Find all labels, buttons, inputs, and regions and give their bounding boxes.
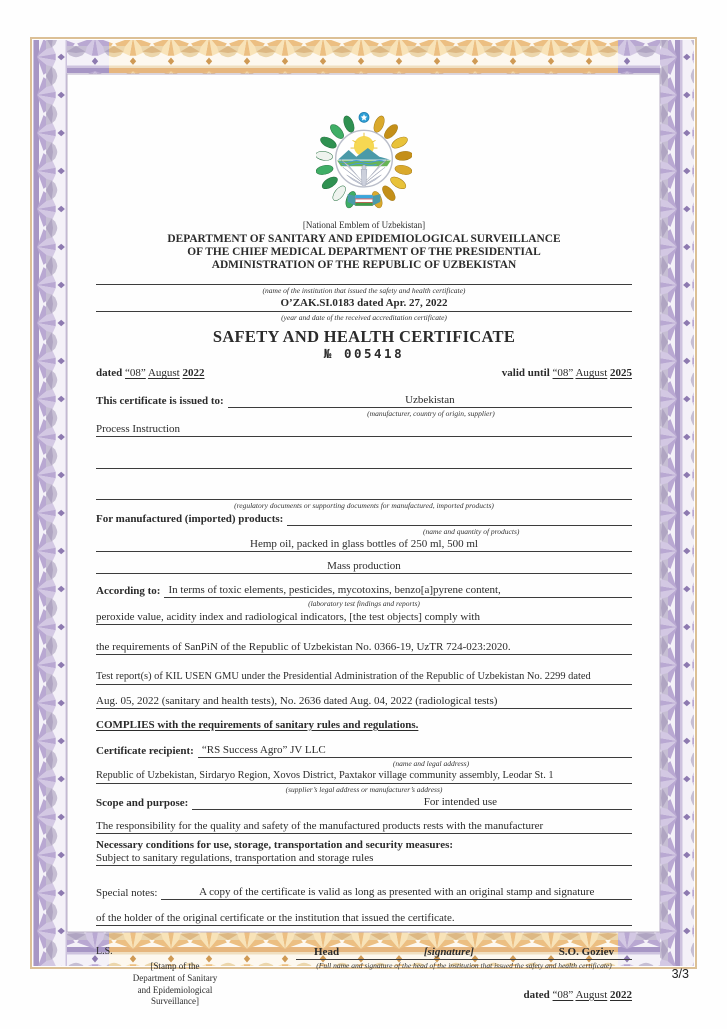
issued-to-value: Uzbekistan <box>405 394 455 407</box>
according-to-line1: In terms of toxic elements, pesticides, mycotoxins, benzo[a]pyrene content, <box>168 584 501 597</box>
field-issued-to <box>96 394 632 408</box>
stamp-area <box>96 946 296 1008</box>
certificate-content <box>96 75 632 1008</box>
recipient-address: Republic of Uzbekistan, Sirdaryo Region, Xovos District, Paxtakor village community assembly, Leodar St. 1 <box>96 770 632 784</box>
stamp-placeholder <box>110 961 240 1008</box>
test-reports-line2: Aug. 05, 2022 (sanitary and health tests), No. 2636 dated Aug. 04, 2022 (radiological tests) <box>96 695 632 709</box>
emblem-caption: [National Emblem of Uzbekistan] <box>302 219 426 230</box>
issue-date <box>96 367 204 380</box>
footer-date <box>296 989 632 1002</box>
date-row <box>96 367 632 380</box>
uzbekistan-emblem <box>316 110 412 213</box>
issue-date-month: August <box>147 367 180 380</box>
footer-date-year: 2022 <box>610 988 632 1001</box>
accreditation-number: O’ZAK.SI.0183 dated Apr. 27, 2022 <box>96 297 632 312</box>
scope-fill <box>192 796 632 810</box>
special-notes-fill <box>161 886 632 900</box>
issuer-note: (name of the institution that issued the safety and health certificate) <box>262 286 466 296</box>
blank-line <box>96 486 632 500</box>
products-fill <box>287 512 632 526</box>
field-recipient <box>96 744 632 758</box>
test-reports-line1: Test report(s) of KIL USEN GMU under the Presidential Administration of the Republic of Uzbekistan No. 2299 dated <box>96 671 632 685</box>
special-notes-line2: of the holder of the original certificate or the institution that issued the certificate. <box>96 912 632 926</box>
scope-value: For intended use <box>423 796 498 809</box>
valid-until-month: August <box>575 367 608 380</box>
products-label: For manufactured (imported) products: <box>96 512 284 525</box>
responsibility-line: The responsibility for the quality and safety of the manufactured products rests with the manufacturer <box>96 820 632 834</box>
footer-date-month: August <box>575 988 608 1001</box>
recipient-fill <box>198 744 632 758</box>
footer <box>96 946 632 1008</box>
page-number: 3/3 <box>671 967 689 981</box>
special-notes-label: Special notes: <box>96 887 158 900</box>
recipient-address-note: (supplier’s legal address or manufacturer’s address) <box>285 784 443 794</box>
valid-until-label: valid until <box>501 367 550 380</box>
recipient-value: “RS Success Agro” JV LLC <box>201 743 326 756</box>
regulatory-doc-line <box>96 423 632 437</box>
special-notes-line1: A copy of the certificate is valid as long as presented with an original stamp and signature <box>199 886 595 899</box>
issuing-department-line3: ADMINISTRATION OF THE REPUBLIC OF UZBEKISTAN <box>211 259 517 272</box>
rule-line <box>96 284 632 285</box>
valid-until-year: 2025 <box>610 367 632 380</box>
according-to-fill <box>164 584 632 598</box>
ls-mark: L.S. <box>96 946 113 958</box>
head-label: Head <box>314 946 340 959</box>
issuing-department-line1: DEPARTMENT OF SANITARY AND EPIDEMIOLOGICAL SURVEILLANCE <box>167 232 561 245</box>
head-name: S.O. Goziev <box>558 946 614 959</box>
issued-to-label: This certificate is issued to: <box>96 395 224 408</box>
issued-to-fill <box>228 394 632 408</box>
emblem-container <box>96 110 632 217</box>
products-note: (name and quantity of products) <box>423 526 520 536</box>
signature-row <box>296 946 632 960</box>
certificate-number: № 005418 <box>323 346 405 362</box>
valid-until-date <box>502 367 632 380</box>
field-special-notes <box>96 886 632 900</box>
according-to-line3: the requirements of SanPiN of the Republic of Uzbekistan No. 0366-19, UzTR 724-023:2020. <box>96 641 632 655</box>
scope-label: Scope and purpose: <box>96 797 189 810</box>
laboratory-note: (laboratory test findings and reports) <box>308 599 420 609</box>
recipient-label: Certificate recipient: <box>96 744 194 757</box>
conditions-label: Necessary conditions for use, storage, transportation and security measures: <box>96 839 454 852</box>
field-products <box>96 512 632 526</box>
issue-date-day: “08” <box>125 367 146 380</box>
stamp-line4: Surveillance] <box>151 996 199 1007</box>
signature-note: (Full name and signature of the head of the institution that issued the safety and health certificate) <box>316 961 612 971</box>
regulatory-doc-value: Process Instruction <box>96 422 181 435</box>
field-according-to <box>96 584 632 598</box>
issue-date-year: 2022 <box>182 367 205 380</box>
issued-to-note: (manufacturer, country of origin, supplier) <box>367 409 495 419</box>
footer-date-label: dated <box>523 988 550 1001</box>
field-scope <box>96 796 632 810</box>
recipient-note: (name and legal address) <box>392 758 470 768</box>
compliance-statement: COMPLIES with the requirements of sanitary rules and regulations. <box>96 718 419 731</box>
blank-line <box>96 455 632 469</box>
stamp-line2: Department of Sanitary <box>132 972 218 983</box>
issue-date-label: dated <box>96 367 123 380</box>
footer-date-day: “08” <box>552 988 574 1001</box>
signature-area <box>296 946 632 1008</box>
valid-until-day: “08” <box>552 367 574 380</box>
according-to-label: According to: <box>96 585 161 598</box>
production-type-line: Mass production <box>96 560 632 574</box>
issuing-department <box>96 233 632 273</box>
product-name-line: Hemp oil, packed in glass bottles of 250 ml, 500 ml <box>96 538 632 552</box>
stamp-line3: and Epidemiological <box>137 984 213 995</box>
conditions-value: Subject to sanitary regulations, transportation and storage rules <box>96 852 632 866</box>
regulatory-note: (regulatory documents or supporting documents for manufactured, imported products) <box>234 500 494 510</box>
according-to-line2: peroxide value, acidity index and radiological indicators, [the test objects] comply with <box>96 611 632 625</box>
certificate-title: SAFETY AND HEALTH CERTIFICATE <box>212 326 516 346</box>
stamp-line1: [Stamp of the <box>150 961 200 972</box>
issuing-department-line2: OF THE CHIEF MEDICAL DEPARTMENT OF THE PRESIDENTIAL <box>187 245 541 258</box>
accreditation-note: (year and date of the received accreditation certificate) <box>281 312 447 322</box>
signature-placeholder: [signature] <box>423 946 474 959</box>
